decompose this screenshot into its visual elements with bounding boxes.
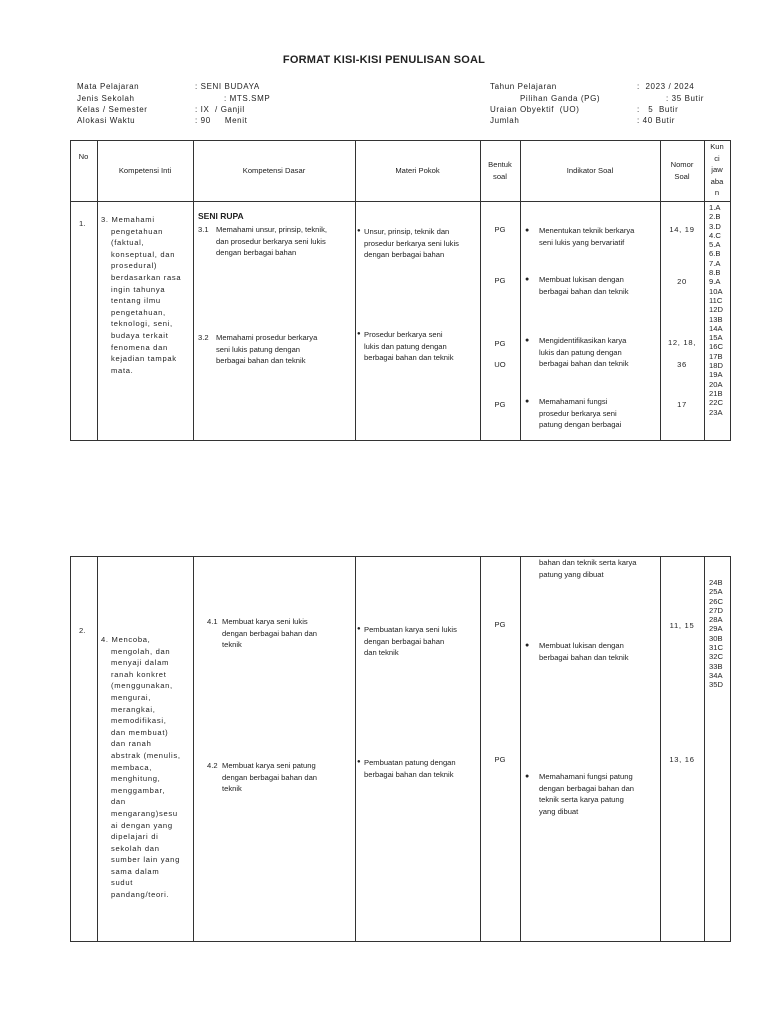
table-border <box>355 140 356 441</box>
nomor-soal: 12, 18, <box>667 338 697 347</box>
table-border <box>70 140 71 441</box>
bentuk-soal: PG <box>494 620 506 629</box>
meta-value: : SENI BUDAYA <box>195 82 260 91</box>
meta-label: Alokasi Waktu <box>77 116 136 125</box>
bentuk-soal: PG <box>494 755 506 764</box>
nomor-soal: 13, 16 <box>669 755 695 764</box>
meta-label: Kelas / Semester <box>77 105 148 114</box>
header-nomor-soal: Nomor Soal <box>670 160 694 181</box>
meta-value: : 5 Butir <box>637 105 679 114</box>
table-border <box>97 140 98 441</box>
kompetensi-dasar-item: 4.1 Membuat karya seni lukis dengan berbagai bahan dan teknik <box>207 617 318 650</box>
table-border <box>480 556 481 942</box>
table-border <box>730 140 731 441</box>
materi-pokok-item: ● Unsur, prinsip, teknik dan prosedur berkarya seni lukis dengan berbagai bahan <box>357 227 459 260</box>
meta-label: Jenis Sekolah <box>77 94 135 103</box>
table-border <box>660 140 661 441</box>
meta-label: Uraian Obyektif (UO) <box>490 105 580 114</box>
table-border <box>70 556 71 942</box>
kunci-jawaban-list: 1.A 2.B 3.D 4.C 5.A 6.B 7.A 8.B 9.A 10A 11C 12D 13B 14A 15A 16C 17B 18D 19A 20A 21B 22C 23A <box>709 203 723 417</box>
indikator-soal-item: ● Memahamani fungsi prosedur berkarya seni patung dengan berbagai <box>525 397 622 430</box>
nomor-soal: 11, 15 <box>669 621 695 630</box>
table-border <box>70 140 731 141</box>
row-number: 1. <box>79 219 86 228</box>
header-kunci-jawaban: Kun ci jaw aba n <box>710 142 724 197</box>
nomor-soal: 17 <box>677 400 687 409</box>
header-no: No <box>78 152 89 161</box>
table-border <box>660 556 661 942</box>
header-kompetensi-inti: Kompetensi Inti <box>118 166 172 175</box>
indikator-soal-item: ● Menentukan teknik berkarya seni lukis yang bervariatif <box>525 226 635 247</box>
table-border <box>480 140 481 441</box>
row-number: 2. <box>79 626 86 635</box>
meta-label: Jumlah <box>490 116 520 125</box>
header-materi-pokok: Materi Pokok <box>395 166 440 175</box>
table-border <box>730 556 731 942</box>
indikator-soal-item: ● Mengidentifikasikan karya lukis dan patung dengan berbagai bahan dan teknik <box>525 336 629 369</box>
table-border <box>70 440 731 441</box>
table-border <box>97 556 98 942</box>
indikator-soal-item: ● Membuat lukisan dengan berbagai bahan dan teknik <box>525 275 629 296</box>
page-title: FORMAT KISI-KISI PENULISAN SOAL <box>282 54 486 66</box>
header-bentuk-soal: Bentuk soal <box>488 160 512 181</box>
indikator-soal-item: ● Membuat lukisan dengan berbagai bahan dan teknik <box>525 641 629 662</box>
meta-label: Mata Pelajaran <box>77 82 140 91</box>
kompetensi-dasar-item: 3.2 Memahami prosedur berkarya seni lukis patung dengan berbagai bahan dan teknik <box>198 333 318 366</box>
table-border <box>520 140 521 441</box>
kompetensi-dasar-item: 4.2 Membuat karya seni patung dengan berbagai bahan dan teknik <box>207 761 318 794</box>
nomor-soal: 36 <box>677 360 687 369</box>
header-indikator-soal: Indikator Soal <box>566 166 614 175</box>
meta-label: Tahun Pelajaran <box>490 82 557 91</box>
table-border <box>355 556 356 942</box>
table-border <box>70 201 731 202</box>
materi-pokok-item: ● Pembuatan patung dengan berbagai bahan dan teknik <box>357 758 456 779</box>
kompetensi-inti-text: 3. Memahami pengetahuan (faktual, konseptual, dan prosedural) berdasarkan rasa ingin tahunya tentang ilmu pengetahuan, teknologi, seni, budaya terkait fenomena dan kejadian tampak mata. <box>101 215 182 375</box>
indikator-soal-continued: bahan dan teknik serta karya patung yang dibuat <box>539 558 637 579</box>
nomor-soal: 14, 19 <box>669 225 695 234</box>
bentuk-soal: PG <box>494 225 506 234</box>
meta-value: : IX / Ganjil <box>195 105 245 114</box>
meta-value: : 90 Menit <box>195 116 248 125</box>
kunci-jawaban-list: 24B 25A 26C 27D 28A 29A 30B 31C 32C 33B 34A 35D <box>709 578 723 690</box>
indikator-soal-item: ● Memahamani fungsi patung dengan berbagai bahan dan teknik serta karya patung yang dibuat <box>525 772 635 816</box>
header-kompetensi-dasar: Kompetensi Dasar <box>242 166 306 175</box>
materi-pokok-item: ● Pembuatan karya seni lukis dengan berbagai bahan dan teknik <box>357 625 457 658</box>
kompetensi-dasar-item: 3.1 Memahami unsur, prinsip, teknik, dan prosedur berkarya seni lukis dengan berbagai bahan <box>198 225 327 258</box>
bentuk-soal: PG <box>494 339 506 348</box>
section-title-seni-rupa: SENI RUPA <box>198 211 244 221</box>
nomor-soal: 20 <box>677 277 687 286</box>
meta-label: Pilihan Ganda (PG) <box>520 94 601 103</box>
table-border <box>70 941 731 942</box>
bentuk-soal: PG <box>494 400 506 409</box>
meta-value: : 35 Butir <box>666 94 705 103</box>
table-border <box>520 556 521 942</box>
meta-value: : 40 Butir <box>637 116 676 125</box>
bentuk-soal: PG <box>494 276 506 285</box>
materi-pokok-item: ● Prosedur berkarya seni lukis dan patung dengan berbagai bahan dan teknik <box>357 330 454 363</box>
table-border <box>193 556 194 942</box>
table-border <box>704 556 705 942</box>
meta-value: : 2023 / 2024 <box>637 82 695 91</box>
table-border <box>193 140 194 441</box>
meta-value: : MTS.SMP <box>224 94 271 103</box>
bentuk-soal: UO <box>494 360 506 369</box>
kompetensi-inti-text: 4. Mencoba, mengolah, dan menyaji dalam ranah konkret (menggunakan, mengurai, merangkai, memodifikasi, dan membuat) dan ranah abstrak (menulis, membaca, menghitung, menggambar, dan mengarang)sesu ai dengan yang dipelajari di sekolah dan sumber lain yang sama dalam sudut pandang/teori. <box>101 635 181 900</box>
